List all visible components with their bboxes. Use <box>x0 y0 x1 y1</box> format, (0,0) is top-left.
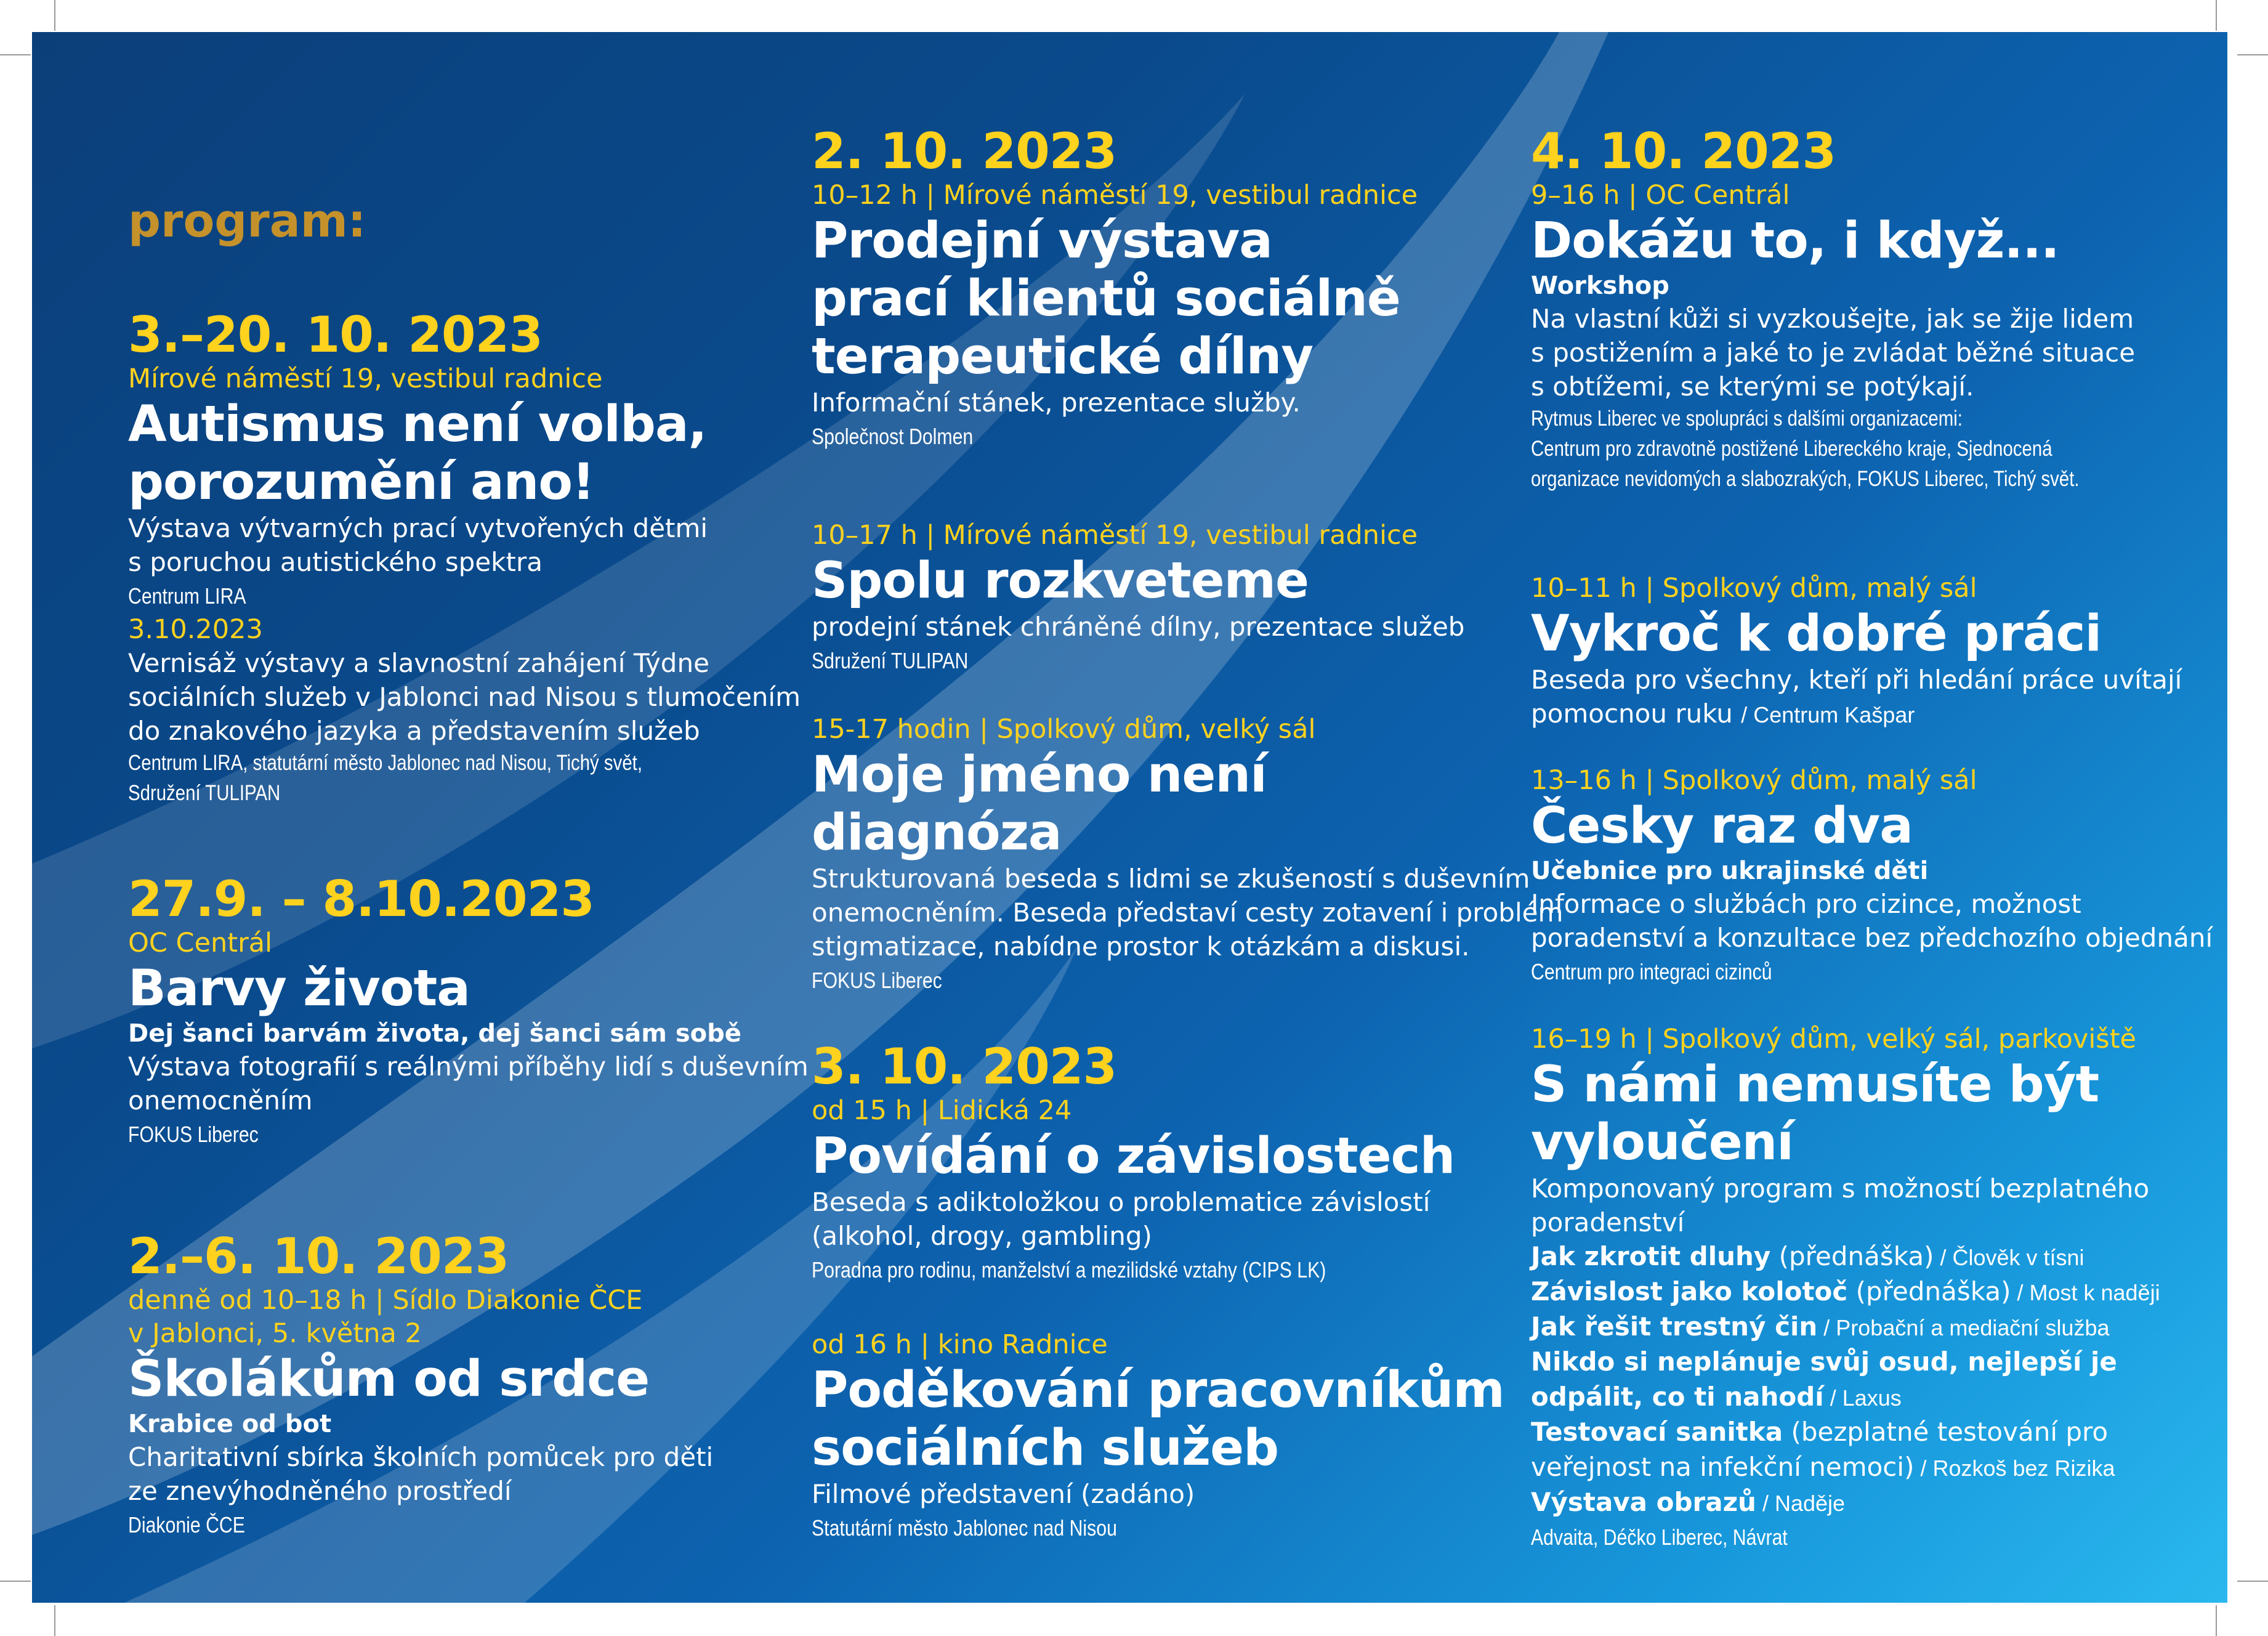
event-subtitle: Učebnice pro ukrajinské děti <box>1531 857 1929 885</box>
event-place: OC Centrál <box>128 928 273 958</box>
event-title: Česky raz dva <box>1531 797 1913 855</box>
event-place: od 16 h | kino Radnice <box>812 1329 1108 1360</box>
crop-mark <box>54 1605 55 1636</box>
event-org: Poradna pro rodinu, manželství a mezilidské vztahy (CIPS LK) <box>812 1257 1326 1282</box>
event-barvy-zivota <box>128 872 809 1151</box>
event-desc: Komponovaný program s možností bezplatného <box>1531 1173 2150 1204</box>
event-cesky-raz-dva <box>1531 764 2213 989</box>
event-date: 2.–6. 10. 2023 <box>128 1228 509 1285</box>
event-place: 13–16 h | Spolkový dům, malý sál <box>1531 765 1977 796</box>
event-title: terapeutické dílny <box>812 328 1314 386</box>
crop-mark <box>0 1581 31 1582</box>
event-place: 10–17 h | Mírové náměstí 19, vestibul radnice <box>812 520 1418 551</box>
event-desc: do znakového jazyka a představením služeb <box>128 716 700 746</box>
event-desc: (alkohol, drogy, gambling) <box>812 1221 1152 1251</box>
event-dokazu-to <box>1531 124 2184 494</box>
event-desc: stigmatizace, nabídne prostor k otázkám a diskusi. <box>812 931 1470 962</box>
event-prodejni-vystava <box>812 124 1418 453</box>
program-item: Výstava obrazů / Naděje <box>1531 1487 1846 1517</box>
event-org: FOKUS Liberec <box>812 968 942 993</box>
event-desc: Informační stánek, prezentace služby. <box>812 387 1301 418</box>
event-title: sociálních služeb <box>812 1419 1279 1477</box>
program-item: Testovací sanitka (bezplatné testování pro <box>1531 1417 2109 1447</box>
event-desc: ze znevýhodněného prostředí <box>128 1476 512 1506</box>
event-org: organizace nevidomých a slabozrakých, FOKUS Liberec, Tichý svět. <box>1531 467 2080 491</box>
event-org: Sdružení TULIPAN <box>812 648 969 673</box>
event-desc: Informace o službách pro cizince, možnost <box>1531 889 2081 919</box>
event-spolu-rozkveteme <box>812 519 1464 678</box>
event-desc: s poruchou autistického spektra <box>128 547 543 577</box>
event-org: Centrum pro zdravotně postižené Libereckého kraje, Sjednocená <box>1531 437 2052 461</box>
event-desc: Výstava výtvarných prací vytvořených dětmi <box>128 513 708 543</box>
event-place: 10–11 h | Spolkový dům, malý sál <box>1531 573 1977 604</box>
event-subtitle: Workshop <box>1531 272 1669 300</box>
event-moje-jmeno <box>812 713 1563 997</box>
event-org: Centrum pro integraci cizinců <box>1531 959 1772 984</box>
program-item: Nikdo si neplánuje svůj osud, nejlepší je <box>1531 1346 2117 1377</box>
event-place: Mírové náměstí 19, vestibul radnice <box>128 363 603 394</box>
event-date: 3. 10. 2023 <box>812 1038 1117 1095</box>
event-desc: Strukturovaná beseda s lidmi se zkušeností s duševním <box>812 864 1530 894</box>
event-title: vyloučení <box>1531 1114 1794 1172</box>
event-desc: Beseda pro všechny, kteří při hledání práce uvítají <box>1531 665 2182 695</box>
program-item: odpálit, co ti nahodí / Laxus <box>1531 1382 1902 1412</box>
event-org: Diakonie ČCE <box>128 1512 245 1537</box>
event-org: Centrum LIRA <box>128 583 246 609</box>
event-org: Sdružení TULIPAN <box>128 781 281 805</box>
event-place: 16–19 h | Spolkový dům, velký sál, parkoviště <box>1531 1024 2137 1055</box>
event-title: porozumění ano! <box>128 453 594 511</box>
event-desc-with-org <box>1531 697 2182 732</box>
event-title: S námi nemusíte být <box>1531 1056 2099 1114</box>
event-place: v Jablonci, 5. května 2 <box>128 1318 422 1349</box>
crop-mark <box>2216 0 2217 31</box>
event-date: 27.9. – 8.10.2023 <box>128 870 594 928</box>
event-s-nami <box>1531 1022 2160 1554</box>
event-desc: onemocněním <box>128 1085 313 1116</box>
program-item: veřejnost na infekční nemoci) / Rozkoš bez Rizika <box>1531 1452 2115 1482</box>
event-title: Autismus není volba, <box>128 395 707 453</box>
event-org: Rytmus Liberec ve spolupráci s dalšími organizacemi: <box>1531 407 1963 431</box>
event-desc: Beseda s adiktoložkou o problematice závislostí <box>812 1187 1431 1217</box>
event-desc: Charitativní sbírka školních pomůcek pro děti <box>128 1442 714 1472</box>
event-title: Prodejní výstava <box>812 212 1272 270</box>
event-desc: s obtížemi, se kterými se potýkají. <box>1531 371 1974 402</box>
event-desc: onemocněním. Beseda představí cesty zotavení i problém <box>812 897 1564 928</box>
event-place: denně od 10–18 h | Sídlo Diakonie ČCE <box>128 1285 643 1316</box>
event-title: Moje jméno není <box>812 746 1267 804</box>
event-place: 10–12 h | Mírové náměstí 19, vestibul radnice <box>812 180 1418 211</box>
event-org: Statutární město Jablonec nad Nisou <box>812 1515 1117 1541</box>
poster <box>32 32 2227 1603</box>
event-date: 4. 10. 2023 <box>1531 123 1836 180</box>
event-desc: Vernisáž výstavy a slavnostní zahájení Týdne <box>128 648 709 678</box>
program-label-text: program: <box>128 195 366 248</box>
event-desc: s postižením a jaké to je zvládat běžné situace <box>1531 338 2136 368</box>
event-desc: pomocnou ruku <box>1531 699 1733 729</box>
crop-mark <box>0 54 31 55</box>
event-place: 9–16 h | OC Centrál <box>1531 180 1790 211</box>
event-date: 2. 10. 2023 <box>812 123 1117 180</box>
program-item: Jak řešit trestný čin / Probační a mediační služba <box>1531 1311 2110 1342</box>
event-title: Spolu rozkveteme <box>812 552 1309 610</box>
event-autismus <box>128 308 801 808</box>
event-title: diagnóza <box>812 804 1062 862</box>
event-title: Školákům od srdce <box>128 1350 650 1408</box>
event-desc: Na vlastní kůži si vyzkoušejte, jak se žije lidem <box>1531 304 2134 334</box>
event-desc: prodejní stánek chráněné dílny, prezentace služeb <box>812 612 1465 642</box>
crop-mark <box>2237 54 2268 55</box>
event-org: Společnost Dolmen <box>812 424 974 449</box>
event-povidani <box>812 1040 1455 1287</box>
event-desc: Filmové představení (zadáno) <box>812 1479 1195 1509</box>
event-subtitle: Dej šanci barvám života, dej šanci sám sobě <box>128 1019 741 1048</box>
event-org: / Centrum Kašpar <box>1741 702 1915 727</box>
program-label <box>128 193 366 249</box>
event-org: Centrum LIRA, statutární město Jablonec nad Nisou, Tichý svět, <box>128 751 643 775</box>
event-title: Barvy života <box>128 960 470 1018</box>
program-item: Závislost jako kolotoč (přednáška) / Most k naději <box>1531 1276 2160 1306</box>
event-skolakum <box>128 1229 713 1542</box>
crop-mark <box>2216 1605 2217 1636</box>
event-title: Poděkování pracovníkům <box>812 1361 1504 1419</box>
event-date-secondary: 3.10.2023 <box>128 614 263 645</box>
event-place: 15-17 hodin | Spolkový dům, velký sál <box>812 714 1316 745</box>
event-vykroc <box>1531 572 2182 732</box>
event-subtitle: Krabice od bot <box>128 1410 332 1438</box>
event-org: FOKUS Liberec <box>128 1122 259 1147</box>
crop-mark <box>2237 1581 2268 1582</box>
event-title: prací klientů sociálně <box>812 270 1400 328</box>
crop-mark <box>54 0 55 31</box>
program-item: Jak zkrotit dluhy (přednáška) / Člověk v tísni <box>1531 1241 2084 1271</box>
event-title: Povídání o závislostech <box>812 1127 1455 1185</box>
event-title: Dokážu to, i když... <box>1531 212 2059 270</box>
event-desc: poradenství <box>1531 1207 1685 1237</box>
event-title: Vykroč k dobré práci <box>1531 605 2102 663</box>
event-podekovani <box>812 1328 1504 1545</box>
event-desc: sociálních služeb v Jablonci nad Nisou s tlumočením <box>128 682 801 712</box>
event-place: od 15 h | Lidická 24 <box>812 1095 1072 1126</box>
event-date: 3.–20. 10. 2023 <box>128 306 543 363</box>
event-desc: Výstava fotografií s reálnými příběhy lidí s duševním <box>128 1051 809 1082</box>
event-org: Advaita, Déčko Liberec, Návrat <box>1531 1525 1788 1550</box>
event-desc: poradenství a konzultace bez předchozího objednání <box>1531 923 2213 953</box>
